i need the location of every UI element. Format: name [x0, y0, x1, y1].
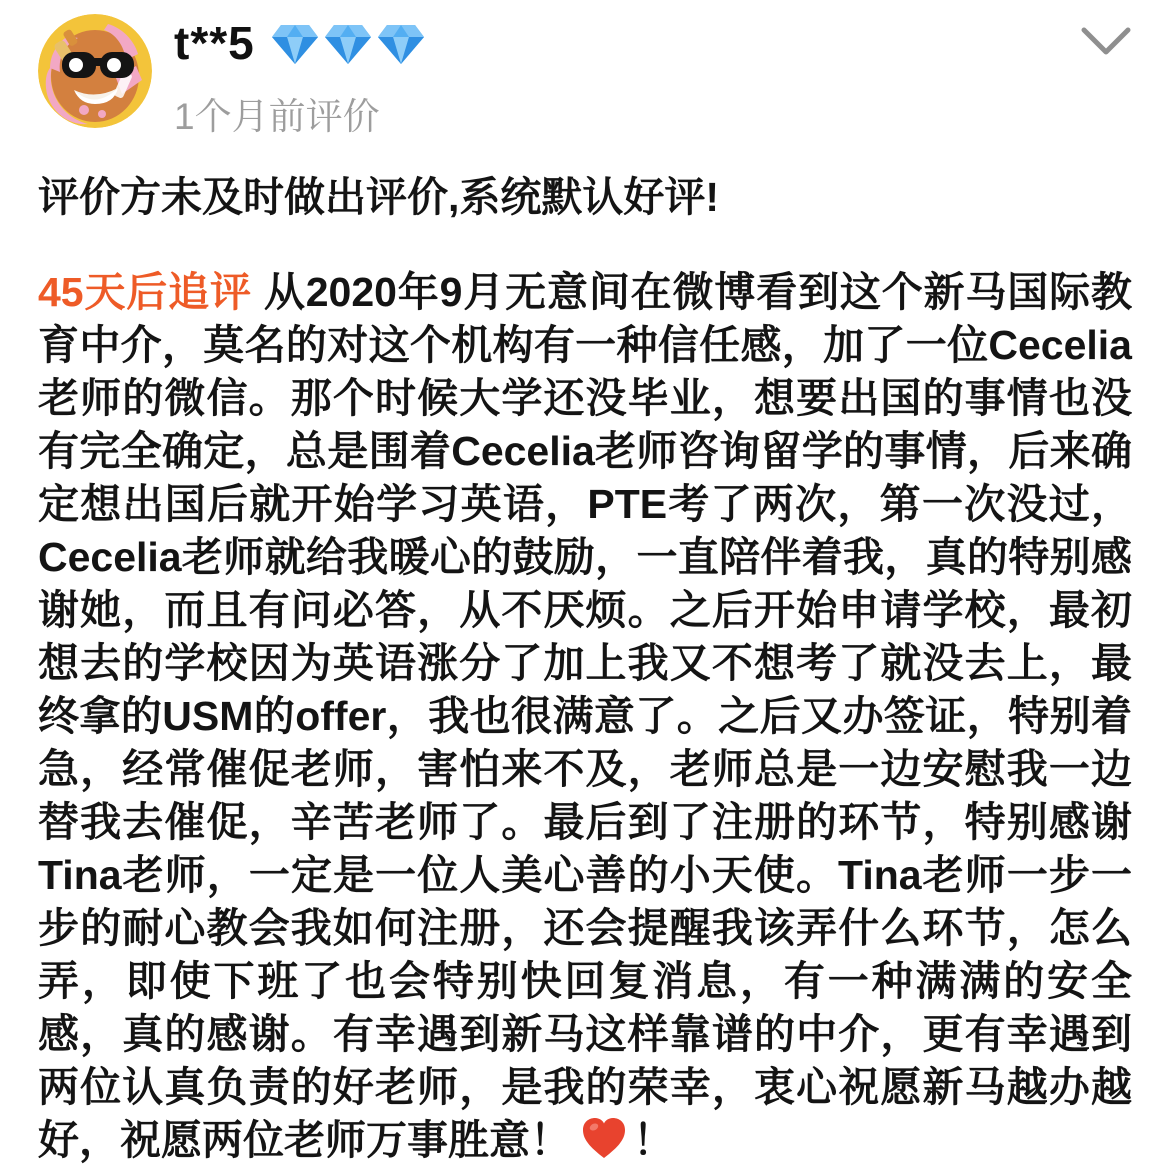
- chevron-down-icon[interactable]: [1080, 24, 1132, 58]
- review-time-label: 1个月前评价: [174, 96, 380, 137]
- red-heart-icon: [581, 1116, 627, 1160]
- vip-diamond-icon: [377, 23, 425, 65]
- header-main: [174, 10, 425, 140]
- username-row: [174, 16, 425, 70]
- followup-review: [38, 266, 1132, 1167]
- followup-text: 从2020年9月无意间在微博看到这个新马国际教育中介，莫名的对这个机构有一种信任感，加了一位Cecelia老师的微信。那个时候大学还没毕业，想要出国的事情也没有完全确定，总是围着Cecelia老师咨询留学的事情，后来确定想出国后就开始学习英语，PTE考了两次，第一次没过，Cecelia老师就给我暖心的鼓励，一直陪伴着我，真的特别感谢她，而且有问必答，从不厌烦。之后开始申请学校，最初想去的学校因为英语涨分了加上我又不想考了就没去上，最终拿的USM的offer，我也很满意了。之后又办签证，特别着急，经常催促老师，害怕来不及，老师总是一边安慰我一边替我去催促，辛苦老师了。最后到了注册的环节，特别感谢Tina老师，一定是一位人美心善的小天使。Tina老师一步一步的耐心教会我如何注册，还会提醒我该弄什么环节，怎么弄，即使下班了也会特别快回复消息，有一种满满的安全感，真的感谢。有幸遇到新马这样靠谱的中介，更有幸遇到两位认真负责的好老师，是我的荣幸，衷心祝愿新马越办越好，祝愿两位老师万事胜意！: [38, 269, 1132, 1163]
- vip-diamond-icon: [324, 23, 372, 65]
- review-header: [38, 10, 1132, 140]
- followup-label: 45天后追评: [38, 269, 252, 315]
- avatar-image: [38, 14, 152, 128]
- username: t**5: [174, 17, 255, 69]
- default-review-text: 评价方未及时做出评价,系统默认好评!: [38, 174, 720, 220]
- vip-level-badges: [271, 23, 425, 65]
- followup-suffix: ！: [633, 1117, 674, 1163]
- avatar[interactable]: [38, 14, 152, 128]
- vip-diamond-icon: [271, 23, 319, 65]
